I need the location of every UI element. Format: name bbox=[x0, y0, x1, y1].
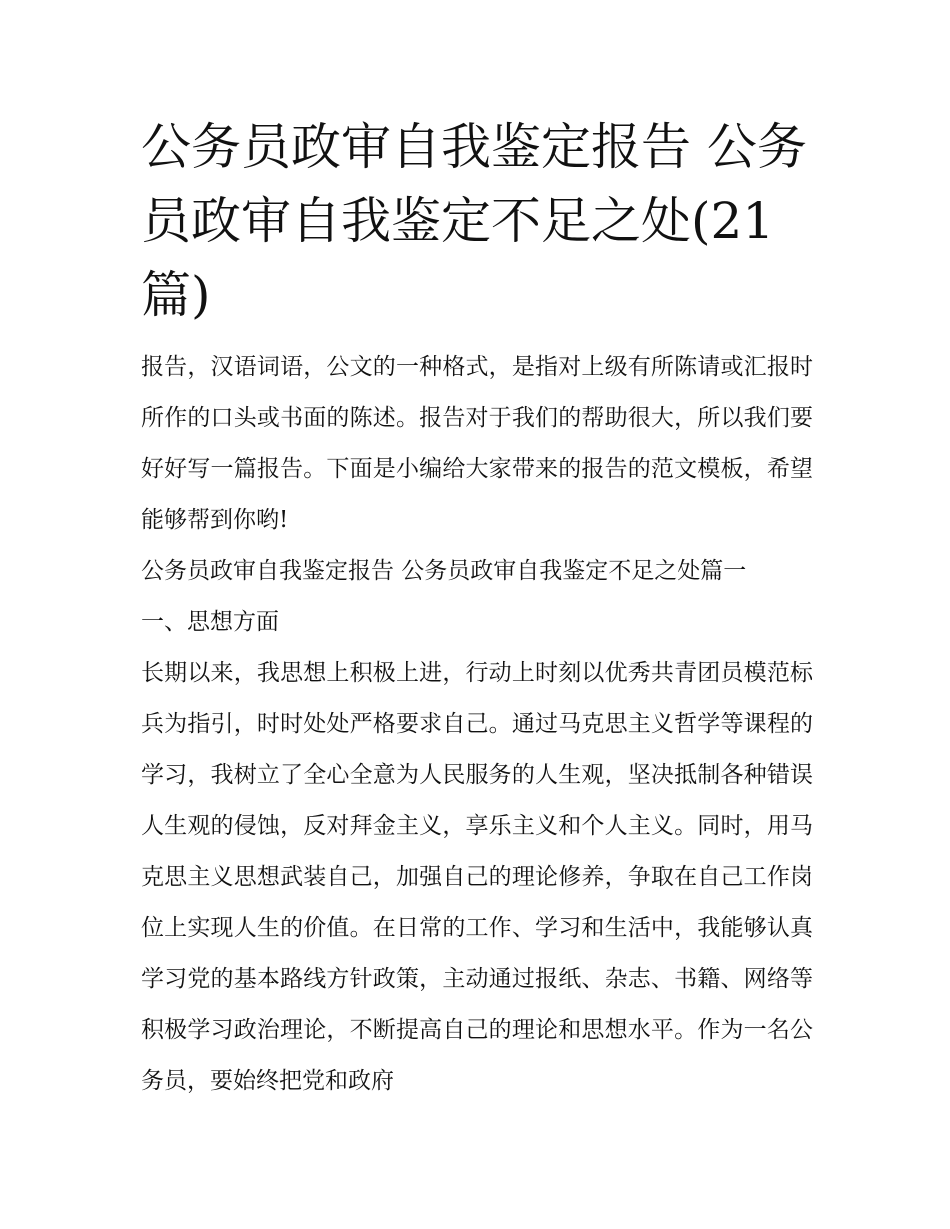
subsection-heading: 一、思想方面 bbox=[141, 609, 279, 635]
section-heading: 公务员政审自我鉴定报告 公务员政审自我鉴定不足之处篇一 bbox=[141, 558, 747, 584]
document-page bbox=[141, 110, 813, 1107]
body-paragraph: 长期以来，我思想上积极上进，行动上时刻以优秀共青团员模范标兵为指引，时时处处严格要求自己。通过马克思主义哲学等课程的学习，我树立了全心全意为人民服务的人生观，坚决抵制各种错误人生观的侵蚀，反对拜金主义，享乐主义和个人主义。同时，用马克思主义思想武装自己，加强自己的理论修养，争取在自己工作岗位上实现人生的价值。在日常的工作、学习和生活中，我能够认真学习党的基本路线方针政策，主动通过报纸、杂志、书籍、网络等积极学习政治理论，不断提高自己的理论和思想水平。作为一名公务员，要始终把党和政府 bbox=[141, 660, 813, 1094]
intro-paragraph: 报告，汉语词语，公文的一种格式，是指对上级有所陈请或汇报时所作的口头或书面的陈述。报告对于我们的帮助很大，所以我们要好好写一篇报告。下面是小编给大家带来的报告的范文模板，希望能够帮到你哟! bbox=[141, 354, 813, 533]
document-title: 公务员政审自我鉴定报告 公务员政审自我鉴定不足之处(21篇) bbox=[141, 118, 807, 324]
